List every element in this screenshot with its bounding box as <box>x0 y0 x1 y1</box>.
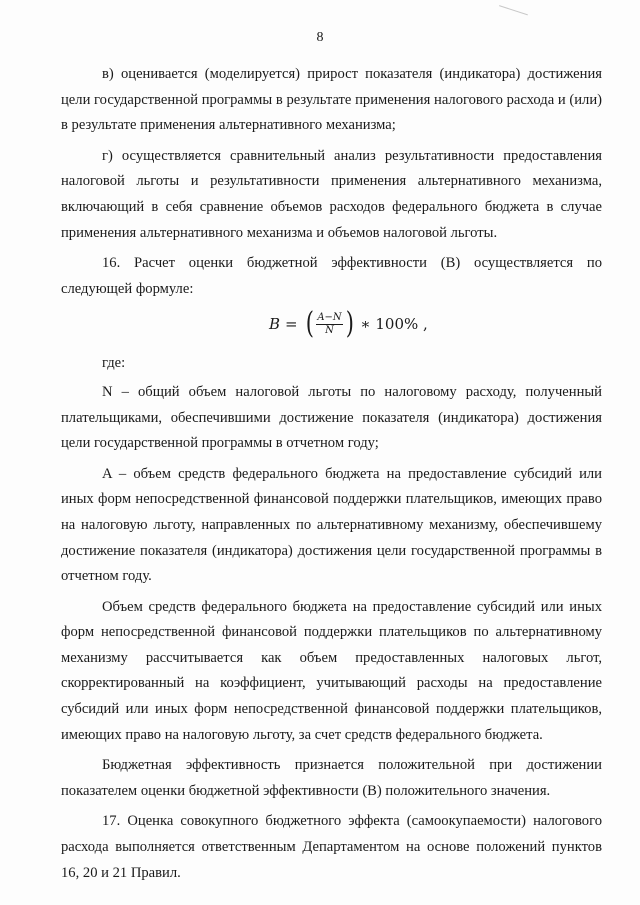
formula-equals: = <box>285 315 298 334</box>
paragraph-clause-17: 17. Оценка совокупного бюджетного эффекта (самоокупаемости) налогового расхода выполняется ответственным Департаментом на основе положений пунктов 16, 20 и 21 Правил. <box>61 813 602 881</box>
paragraph-volume-calculation: Объем средств федерального бюджета на предоставление субсидий или иных форм непосредственной финансовой поддержки плательщиков по альтернативному механизму рассчитывается как объем предоставленных налоговых льгот, скорректированный на коэффициент, учитывающий расходы на предоставление субсидий или иных форм непосредственной финансовой поддержки плательщиков, имеющих право на налоговую льготу, за счет средств федерального бюджета. <box>61 598 602 743</box>
formula-lhs: B <box>269 315 281 334</box>
formula-numerator: A−N <box>317 311 342 323</box>
paragraph-item-g: г) осуществляется сравнительный анализ результативности предоставления налоговой льготы и результативности применения альтернативного механизма, включающий в себя сравнение объемов расходов федерального бюджета в случае применения альтернативного механизма и объемов налоговой льготы. <box>61 147 602 241</box>
scan-artifact <box>499 0 531 15</box>
page-number: 8 <box>316 30 324 45</box>
formula-rest: ∗ 100% , <box>360 315 428 334</box>
left-paren-glyph: ( <box>305 306 314 342</box>
efficiency-formula <box>61 307 602 347</box>
formula-denominator: N <box>325 324 334 336</box>
paragraph-positive-efficiency: Бюджетная эффективность признается положительной при достижении показателем оценки бюджетной эффективности (B) положительного значения. <box>61 757 602 799</box>
where-label: где: <box>102 355 126 372</box>
right-paren-glyph: ) <box>345 306 354 342</box>
definition-a: A – объем средств федерального бюджета на предоставление субсидий или иных форм непосредственной финансовой поддержки плательщиков, имеющих право на налоговую льготу, направленных по альтернативному механизму, обеспечившему достижение показателя (индикатора) достижения цели государственной программы в отчетном году. <box>61 465 602 585</box>
document-body <box>61 62 602 891</box>
formula-fraction <box>316 312 342 337</box>
paragraph-clause-16: 16. Расчет оценки бюджетной эффективности (B) осуществляется по следующей формуле: <box>61 255 602 297</box>
definition-n: N – общий объем налоговой льготы по налоговому расходу, полученный плательщиками, обеспечившими достижение показателя (индикатора) достижения цели государственной программы в отчетном году; <box>61 383 602 452</box>
paragraph-item-v: в) оценивается (моделируется) прирост показателя (индикатора) достижения цели государственной программы в результате применения налогового расхода и (или) в результате применения альтернативного механизма; <box>61 66 602 134</box>
